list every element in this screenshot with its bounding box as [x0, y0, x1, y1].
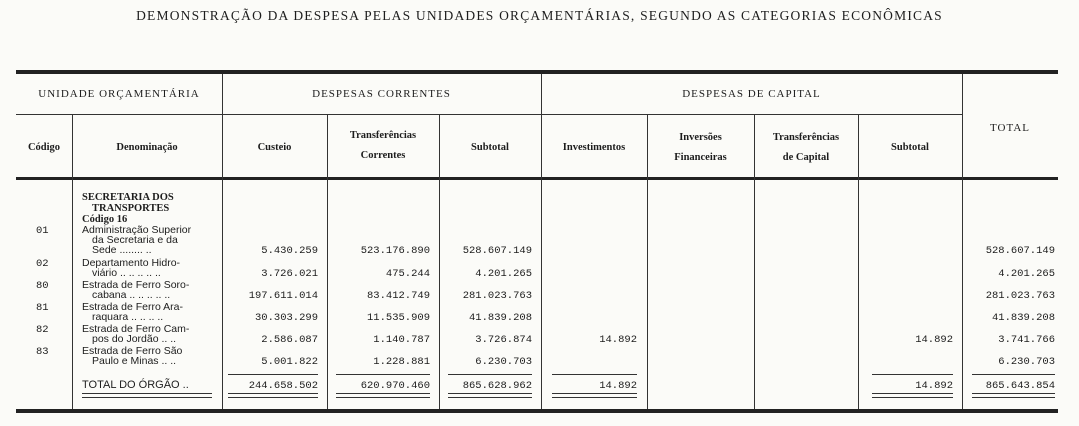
row-transf: 1.228.881 [373, 356, 430, 368]
header-subtotal-capital: Subtotal [891, 142, 929, 153]
group-header-line [16, 114, 962, 115]
row-transf: 83.412.749 [366, 290, 430, 302]
total-label-underline [82, 393, 212, 394]
total-underline [448, 393, 532, 394]
header-inversoes [647, 130, 754, 166]
row-denominacao [82, 346, 222, 366]
total-underline [336, 374, 430, 375]
total-underline [336, 393, 430, 394]
header-inversoes-line1: Inversões [679, 132, 722, 143]
header-transf-capital [754, 130, 858, 166]
row-total: 3.741.766 [998, 334, 1055, 346]
row-codigo: 02 [36, 258, 49, 270]
total-custeio: 244.658.502 [248, 380, 318, 392]
row-denominacao-line: Estrada de Ferro Cam- [82, 323, 190, 335]
total-subtotal: 865.628.962 [462, 380, 532, 392]
total-investimentos: 14.892 [599, 380, 637, 392]
header-denominacao: Denominação [116, 142, 178, 153]
row-denominacao [82, 302, 222, 322]
row-codigo: 83 [36, 346, 49, 358]
header-rule [16, 177, 1058, 180]
row-denominacao-line: Sede ........ .. [92, 244, 152, 256]
header-transf-capital-line2: de Capital [782, 152, 830, 163]
row-total: 41.839.208 [991, 312, 1055, 324]
page-title: DEMONSTRAÇÃO DA DESPESA PELAS UNIDADES ORÇAMENTÁRIAS, SEGUNDO AS CATEGORIAS ECONÔMICAS [136, 8, 943, 23]
secretaria-line3: Código 16 [82, 214, 128, 225]
total-underline [872, 397, 953, 398]
row-custeio: 2.586.087 [261, 334, 318, 346]
total-label: TOTAL DO ÓRGÃO .. [82, 379, 189, 391]
total-underline [552, 397, 637, 398]
header-transf-correntes-line2: Correntes [360, 150, 406, 161]
row-custeio: 30.303.299 [254, 312, 318, 324]
row-subtotal-cap: 14.892 [915, 334, 953, 346]
row-custeio: 197.611.014 [248, 290, 318, 302]
row-denominacao-line: Paulo e Minas .. .. [92, 355, 177, 367]
row-codigo: 82 [36, 324, 49, 336]
total-underline [552, 374, 637, 375]
row-custeio: 5.430.259 [261, 245, 318, 257]
row-total: 4.201.265 [998, 268, 1055, 280]
row-denominacao-line: raquara .. .. .. .. [92, 311, 164, 323]
total-underline [972, 374, 1055, 375]
total-underline [228, 397, 318, 398]
row-denominacao-line: cabana .. .. .. .. .. [92, 289, 171, 301]
total-underline [448, 374, 532, 375]
row-custeio: 3.726.021 [261, 268, 318, 280]
row-denominacao-line: Administração Superior [82, 224, 192, 236]
row-denominacao [82, 225, 222, 255]
header-total: TOTAL [990, 122, 1030, 134]
col-divider [541, 74, 542, 409]
row-transf: 523.176.890 [360, 245, 430, 257]
total-underline [872, 393, 953, 394]
row-denominacao-line: da Secretaria e da [92, 234, 178, 246]
row-denominacao-line: Estrada de Ferro Soro- [82, 279, 190, 291]
bottom-rule [16, 409, 1058, 413]
row-transf: 11.535.909 [366, 312, 430, 324]
secretaria-line1: SECRETARIA DOS [82, 192, 174, 203]
header-transf-correntes-line1: Transferências [349, 130, 417, 141]
header-investimentos: Investimentos [562, 142, 626, 153]
col-divider [72, 115, 73, 409]
total-underline [552, 393, 637, 394]
header-codigo: Código [27, 142, 61, 153]
row-subtotal: 41.839.208 [468, 312, 532, 324]
header-transf-correntes [327, 128, 439, 164]
row-subtotal: 4.201.265 [475, 268, 532, 280]
row-total: 6.230.703 [998, 356, 1055, 368]
row-subtotal: 6.230.703 [475, 356, 532, 368]
row-total: 281.023.763 [985, 290, 1055, 302]
secretaria-heading [82, 192, 174, 225]
total-underline [336, 397, 430, 398]
total-underline [972, 393, 1055, 394]
col-divider [858, 115, 859, 409]
row-denominacao-line: Departamento Hidro- [82, 257, 181, 269]
header-despesas-correntes: DESPESAS CORRENTES [312, 88, 451, 100]
header-subtotal-correntes: Subtotal [471, 142, 509, 153]
total-geral: 865.643.854 [985, 380, 1055, 392]
row-codigo: 80 [36, 280, 49, 292]
row-denominacao-line: pos do Jordão .. .. [92, 333, 177, 345]
header-custeio: Custeio [257, 142, 292, 153]
total-subtotal-capital: 14.892 [915, 380, 953, 392]
row-transf: 475.244 [385, 268, 430, 280]
row-codigo: 01 [36, 225, 49, 237]
total-underline [228, 393, 318, 394]
row-custeio: 5.001.822 [261, 356, 318, 368]
row-denominacao-line: Estrada de Ferro Ara- [82, 301, 183, 313]
header-transf-capital-line1: Transferências [772, 132, 840, 143]
row-denominacao [82, 324, 222, 344]
row-transf: 1.140.787 [373, 334, 430, 346]
row-subtotal: 3.726.874 [475, 334, 532, 346]
total-underline [872, 374, 953, 375]
row-denominacao [82, 258, 222, 278]
row-denominacao [82, 280, 222, 300]
total-transf: 620.970.460 [360, 380, 430, 392]
row-codigo: 81 [36, 302, 49, 314]
secretaria-line2: TRANSPORTES [92, 203, 170, 214]
header-despesas-capital: DESPESAS DE CAPITAL [682, 88, 821, 100]
row-investimentos: 14.892 [599, 334, 637, 346]
row-total: 528.607.149 [985, 245, 1055, 257]
row-subtotal: 281.023.763 [462, 290, 532, 302]
total-underline [228, 374, 318, 375]
total-underline [448, 397, 532, 398]
row-subtotal: 528.607.149 [462, 245, 532, 257]
total-underline [972, 397, 1055, 398]
row-denominacao-line: viário .. .. .. .. .. [92, 267, 161, 279]
header-unidade: UNIDADE ORÇAMENTÁRIA [38, 88, 200, 100]
total-label-underline [82, 397, 212, 398]
header-inversoes-line2: Financeiras [674, 152, 727, 163]
row-denominacao-line: Estrada de Ferro São [82, 345, 183, 357]
top-rule [16, 70, 1058, 74]
